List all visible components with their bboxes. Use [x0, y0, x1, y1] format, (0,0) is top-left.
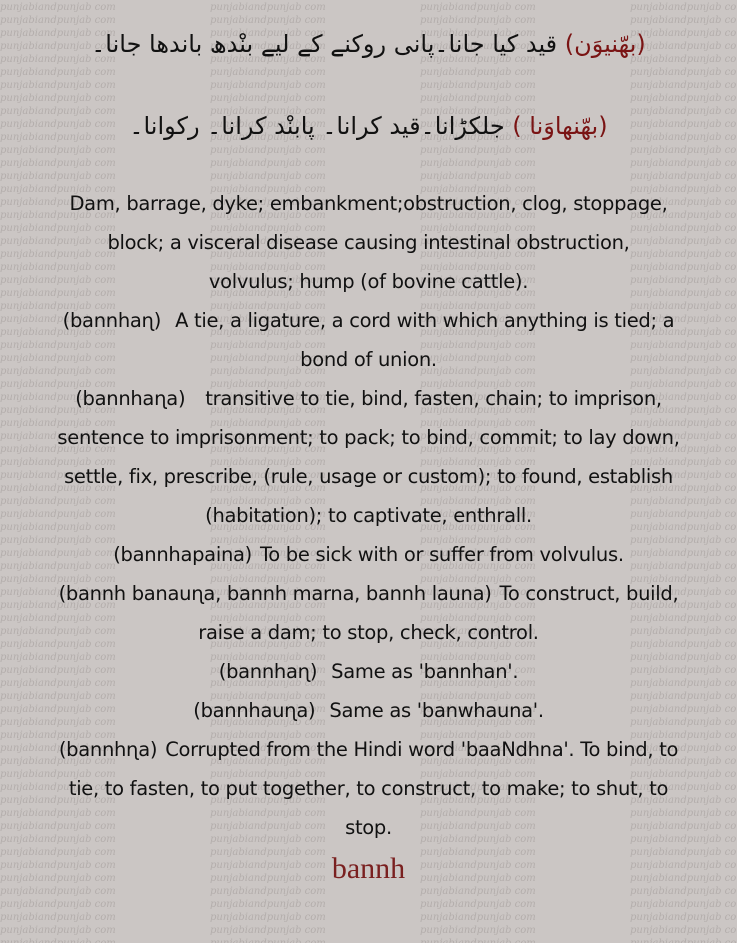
term: (bannhapaina): [113, 543, 252, 566]
definition-bannhan-2: [0, 652, 737, 691]
definition-line: (habitation); to captivate, enthrall.: [205, 504, 532, 527]
term: (bannh banauɳa, bannh marna, bannh launa): [58, 582, 492, 605]
definition-line: bond of union.: [300, 348, 437, 371]
definition-main: [0, 184, 737, 301]
definition-line: Same as 'bannhan'.: [331, 660, 519, 683]
definition-line: settle, fix, prescribe, (rule, usage or custom); to found, establish: [64, 465, 673, 488]
urdu-meaning: قید کیا جانا۔پانی روکنے کے لیے بنْدھ باندھا جانا۔: [91, 30, 558, 58]
definition-line: A tie, a ligature, a cord with which anything is tied; a: [175, 309, 675, 332]
term: (bannhaɳ): [62, 309, 162, 332]
definition-line: sentence to imprisonment; to pack; to bind, commit; to lay down,: [57, 426, 680, 449]
urdu-headword: (بھّنھاوَنا ): [512, 112, 608, 140]
definition-bannhan: [0, 301, 737, 379]
definition-line: raise a dam; to stop, check, control.: [198, 621, 539, 644]
definition-line: block; a visceral disease causing intestinal obstruction,: [107, 231, 630, 254]
urdu-meaning: جلکڑانا۔قید کرانا۔ پابنْد کرانا۔ رکوانا۔: [129, 112, 505, 140]
definition-bannh-banauna: [0, 574, 737, 652]
headword-footer: bannh: [331, 852, 406, 885]
definition-line: Dam, barrage, dyke; embankment;obstruction, clog, stoppage,: [69, 192, 668, 215]
definition-bannhana: [0, 379, 737, 535]
urdu-definition-1: [0, 30, 737, 58]
definition-line: tie, to fasten, to put together, to construct, to make; to shut, to: [68, 777, 669, 800]
urdu-headword: (بھّنیوَن): [564, 30, 646, 58]
definition-line: stop.: [345, 816, 392, 839]
definition-line: Same as 'banwhauna'.: [329, 699, 544, 722]
definition-bannhna: [0, 730, 737, 847]
urdu-definition-2: [0, 112, 737, 140]
term: (bannhaɳ): [218, 660, 318, 683]
term: (bannhɳa): [58, 738, 158, 761]
definition-bannhauna: [0, 691, 737, 730]
definition-line: To be sick with or suffer from volvulus.: [259, 543, 624, 566]
definition-line: To construct, build,: [499, 582, 679, 605]
term: (bannhaɳa): [75, 387, 186, 410]
definition-line: volvulus; hump (of bovine cattle).: [208, 270, 529, 293]
definition-line: Corrupted from the Hindi word 'baaNdhna'. To bind, to: [165, 738, 679, 761]
definition-bannhapaina: [0, 535, 737, 574]
definition-line: transitive to tie, bind, fasten, chain; to imprison,: [205, 387, 662, 410]
term: (bannhauɳa): [193, 699, 316, 722]
